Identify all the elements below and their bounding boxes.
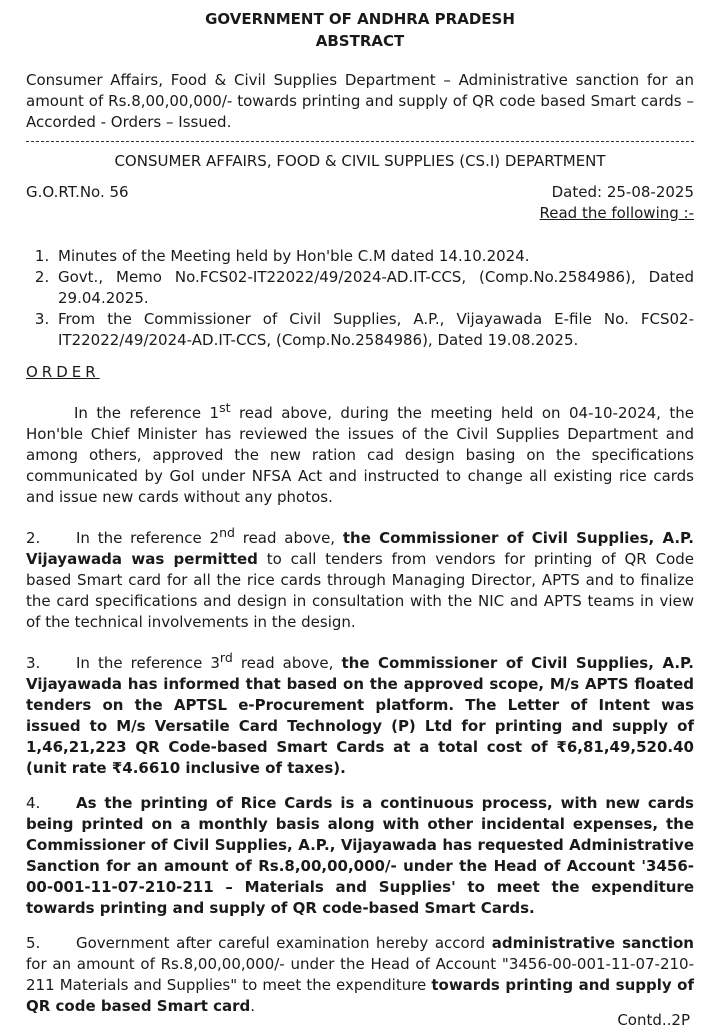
order-heading: ORDER	[26, 363, 100, 381]
paragraph-number: 2.	[26, 529, 41, 547]
paragraph-2: 2. In the reference 2nd read above, the Commissioner of Civil Supplies, A.P. Vijayawada was permitted to call tenders from vendors for printing of QR Code based Smart card for all the rice cards through Managing Director, APTS and to finalize the card specifications and design in consultation with the NIC and APTS teams in view of the technical involvements in the design.	[26, 525, 694, 631]
paragraph-number: 3.	[26, 654, 41, 672]
go-number-row	[26, 182, 694, 203]
paragraph-number: 4.	[26, 794, 41, 812]
paragraph-5: 5. Government after careful examination hereby accord administrative sanction for an amount of Rs.8,00,00,000/- under the Head of Account "3456-00-001-11-07-210-211 Materials and Supplies" to meet the expenditure towards printing and supply of QR code based Smart card.	[26, 934, 694, 1015]
department-heading: CONSUMER AFFAIRS, FOOD & CIVIL SUPPLIES (CS.I) DEPARTMENT	[114, 152, 606, 170]
references-list	[26, 246, 694, 351]
paragraph-3: 3. In the reference 3rd read above, the Commissioner of Civil Supplies, A.P. Vijayawada has informed that based on the approved scope, M/s APTS floated tenders on the APTSL e-Procurement platform. The Letter of Intent was issued to M/s Versatile Card Technology (P) Ltd for printing and supply of 1,46,21,223 QR Code-based Smart Cards at a total cost of ₹6,81,49,520.40 (unit rate ₹4.6610 inclusive of taxes).	[26, 650, 694, 777]
go-document	[26, 8, 694, 1017]
abstract-heading: ABSTRACT	[315, 32, 405, 50]
paragraph-number: 5.	[26, 934, 41, 952]
reference-item: 3. From the Commissioner of Civil Supplies, A.P., Vijayawada E-file No. FCS02-IT22022/49/2024-AD.IT-CCS, (Comp.No.2584986), Dated 19.08.2025.	[54, 309, 694, 351]
reference-item: 2. Govt., Memo No.FCS02-IT22022/49/2024-AD.IT-CCS, (Comp.No.2584986), Dated 29.04.2025.	[54, 267, 694, 309]
dashed-divider	[26, 141, 694, 142]
reference-item: 1. Minutes of the Meeting held by Hon'ble C.M dated 14.10.2024.	[54, 246, 694, 267]
subject-text: Consumer Affairs, Food & Civil Supplies Department – Administrative sanction for an amount of Rs.8,00,00,000/- towards printing and supply of QR code based Smart cards – Accorded - Orders – Issued.	[26, 71, 694, 131]
read-following: Read the following :-	[539, 204, 694, 222]
read-following-row	[26, 203, 694, 224]
govt-header: GOVERNMENT OF ANDHRA PRADESH	[205, 10, 515, 28]
paragraph-4: 4. As the printing of Rice Cards is a continuous process, with new cards being printed on a monthly basis along with other incidental expenses, the Commissioner of Civil Supplies, A.P., Vijayawada has requested Administrative Sanction for an amount of Rs.8,00,00,000/- under the Head of Account '3456-00-001-11-07-210-211 – Materials and Supplies' to meet the expenditure towards printing and supply of QR code-based Smart Cards.	[26, 794, 694, 917]
go-number: G.O.RT.No. 56	[26, 183, 129, 201]
continued-marker: Contd..2P	[617, 1011, 690, 1029]
go-date: Dated: 25-08-2025	[551, 183, 694, 201]
paragraph-1: In the reference 1st read above, during the meeting held on 04-10-2024, the Hon'ble Chief Minister has reviewed the issues of the Civil Supplies Department and among others, approved the new ration cad design basing on the specifications communicated by GoI under NFSA Act and instructed to change all existing rice cards and issue new cards without any photos.	[26, 400, 694, 506]
